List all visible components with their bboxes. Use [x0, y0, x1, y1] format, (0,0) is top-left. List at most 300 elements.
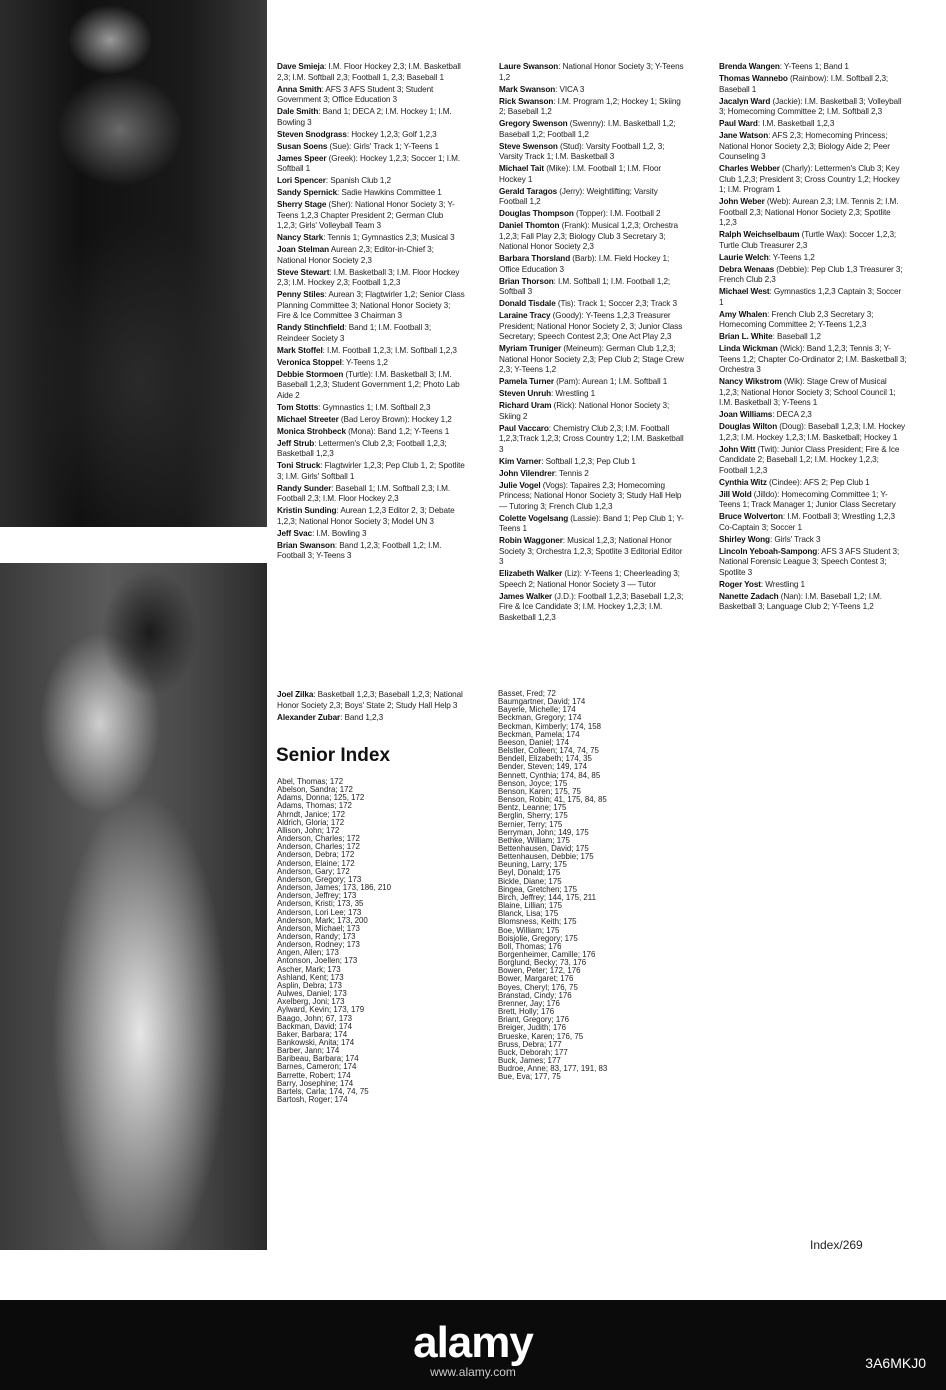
activity-entry [277, 439, 465, 460]
activity-entry [499, 277, 687, 298]
senior-index-right [498, 690, 698, 1082]
student-name: Jeff Strub [277, 438, 315, 448]
student-name: Roger Yost [719, 579, 761, 589]
student-activities: : I.M. Program 1,2; Hockey 1; Skiing 2; Baseball 1,2 [499, 96, 681, 116]
index-entry: Blanck, Lisa; 175 [498, 909, 559, 919]
student-activities: Aurean 2,3; Editor-in-Chief 3; National Honor Society 2,3 [277, 245, 434, 265]
activity-entry [277, 245, 465, 266]
student-activities: (Bad Leroy Brown): Hockey 1,2 [338, 414, 452, 424]
index-entry: Benson, Karen; 175, 75 [498, 786, 581, 796]
student-activities: : I.M. Bowling 3 [312, 528, 367, 538]
student-name: Steven Snodgrass [277, 129, 347, 139]
activity-entry [277, 358, 465, 369]
activity-entry [277, 690, 465, 711]
student-name: Joel Zilka [277, 690, 314, 699]
activity-entry [499, 254, 687, 275]
student-name: Brian L. White [719, 332, 773, 341]
activities-column-3 [719, 62, 907, 614]
activity-entry [277, 346, 465, 357]
index-entry: Ashland, Kent; 173 [277, 972, 344, 982]
index-entry: Anderson, Charles; 172 [277, 834, 360, 844]
activity-entry [277, 107, 465, 128]
activity-entry [499, 569, 687, 590]
student-activities: : Band 1; I.M. Football 3; Reindeer Society 3 [277, 323, 432, 343]
student-name: Brenda Wangen [719, 62, 780, 71]
student-name: Rick Swanson [499, 96, 554, 106]
index-entry: Boe, William; 175 [498, 925, 560, 935]
activity-entry [499, 401, 687, 422]
index-entry: Beyl, Donald; 175 [498, 868, 561, 878]
activity-entry [499, 142, 687, 163]
activity-entry [277, 403, 465, 414]
activity-entry [277, 461, 465, 482]
index-entry: Bettenhausen, Debbie; 175 [498, 852, 594, 862]
activity-entry [277, 415, 465, 426]
student-activities: : Flagtwirler 1,2,3; Pep Club 1, 2; Spotlite 3; I.M. Girls' Softball 1 [277, 461, 465, 481]
student-name: Michael Streeter [277, 414, 339, 424]
index-entry: Bernier, Terry; 175 [498, 819, 563, 829]
student-name: Alexander Zubar [277, 712, 341, 722]
activity-entry [499, 536, 687, 568]
student-activities: : Gymnastics 1,2,3 Captain 3; Soccer 1 [719, 287, 902, 307]
student-activities: (Jerry): Weightlifting; Varsity Football 1,2 [499, 186, 658, 206]
student-name: Susan Soens [277, 141, 328, 151]
student-activities: : Tennis 1; Gymnastics 2,3; Musical 3 [323, 233, 455, 242]
index-entry: Boisjolie, Gregory; 175 [498, 933, 578, 943]
index-entry: Anderson, Kristi; 173, 35 [277, 899, 364, 909]
activity-entry [499, 457, 687, 468]
activity-entry [499, 469, 687, 480]
activity-entry [719, 592, 907, 613]
activity-entry [499, 481, 687, 513]
student-name: Laraine Tracy [499, 311, 551, 320]
index-entry: Basset, Fred; 72 [498, 689, 556, 698]
student-name: Monica Strohbeck [277, 426, 346, 436]
student-activities: (Turtle Wax): Soccer 1,2,3; Turtle Club Treasurer 2,3 [719, 230, 897, 250]
index-entry: Axelberg, Joni; 173 [277, 997, 345, 1007]
index-entry: Allison, John; 172 [277, 825, 340, 835]
index-entry: Antonson, Joellen; 173 [277, 956, 358, 966]
student-activities: : I.M. Football 1,2,3; I.M. Softball 1,2,3 [322, 345, 457, 355]
index-entry: Budroe, Anne; 83, 177, 191, 83 [498, 1064, 608, 1074]
student-activities: : Wrestling 1 [551, 389, 596, 398]
student-name: Sherry Stage [277, 200, 327, 209]
activity-entry [719, 164, 907, 196]
activity-entry [499, 187, 687, 208]
index-entry: Buck, Deborah; 177 [498, 1047, 568, 1057]
activity-entry [719, 230, 907, 251]
index-entry: Bentz, Leanne; 175 [498, 803, 567, 813]
student-activities: : Chemistry Club 2,3; I.M. Football 1,2,3;Track 1,2,3; Cross Country 1,2; I.M. Basketball 3 [499, 423, 684, 454]
activity-entry [499, 97, 687, 118]
activity-entry [499, 164, 687, 185]
index-entry: Barrette, Robert; 174 [277, 1070, 351, 1080]
student-name: Colette Vogelsang [499, 513, 569, 523]
student-activities: (Stud): Varsity Football 1,2, 3; Varsity Track 1; I.M. Basketball 3 [499, 141, 665, 161]
student-name: Kristin Sunding [277, 506, 337, 515]
senior-index-left [277, 778, 477, 1104]
index-entry: Bartosh, Roger; 174 [277, 1095, 348, 1105]
index-entry: Baker, Barbara; 174 [277, 1029, 348, 1039]
activity-entry [277, 142, 465, 153]
student-name: Brian Swanson [277, 540, 335, 550]
activity-entry [499, 377, 687, 388]
index-entry: Berryman, John; 149, 175 [498, 827, 589, 837]
photo-students-top [0, 0, 267, 527]
index-entry: Baago, John; 67, 173 [277, 1013, 353, 1023]
student-activities: : Basketball 1,2,3; Baseball 1,2,3; National Honor Society 2,3; Boys' State 2; Study Hall Help 3 [277, 690, 463, 710]
student-name: Douglas Wilton [719, 422, 778, 431]
activity-entry [499, 424, 687, 456]
student-activities: : I.M. Football 3; Wrestling 1,2,3 Co-Captain 3; Soccer 1 [719, 512, 895, 532]
index-entry: Backman, David; 174 [277, 1021, 352, 1031]
index-entry: Beckman, Kimberly; 174, 158 [498, 721, 602, 731]
index-entry: Anderson, Gregory; 173 [277, 874, 362, 884]
student-name: John Vilendrer [499, 468, 555, 478]
student-name: Paul Ward [719, 119, 758, 128]
student-name: Jeff Svac [277, 528, 313, 538]
student-activities: : Baseball 1,2 [772, 332, 821, 341]
page-footer: Index/269 [810, 1238, 863, 1252]
activity-entry [499, 592, 687, 624]
index-entry: Baumgartner, David; 174 [498, 697, 586, 707]
index-entry: Bayerle, Michelle; 174 [498, 705, 576, 715]
activity-entry [277, 154, 465, 175]
student-activities: (Twit): Junior Class President; Fire & Ice Candidate 2; Baseball 1,2; I.M. Hockey 1,2,3; Football 1,2,3 [719, 444, 900, 475]
activity-entry [277, 130, 465, 141]
activity-entry [719, 445, 907, 477]
student-activities: (Jackie): I.M. Basketball 3; Volleyball 3; Homecoming Committee 2; I.M. Softball 2,3 [719, 96, 902, 116]
student-name: Anna Smith [277, 84, 322, 94]
index-entry: Adams, Thomas; 172 [277, 801, 352, 811]
activity-entry [719, 535, 907, 546]
index-entry: Bickle, Diane; 175 [498, 876, 562, 886]
student-name: Lori Spencer [277, 176, 326, 185]
index-entry: Bingea, Gretchen; 175 [498, 884, 577, 894]
index-entry: Anderson, James; 173, 186, 210 [277, 883, 392, 893]
activity-entry [499, 514, 687, 535]
student-activities: : National Honor Society 3; Y-Teens 1,2 [499, 62, 684, 82]
student-name: Jane Watson [719, 131, 769, 140]
student-activities: : Lettermen's Club 2,3; Football 1,2,3; Basketball 1,2,3 [277, 438, 447, 458]
student-name: Randy Sunder [277, 483, 332, 493]
activity-entry [277, 200, 465, 232]
student-name: Steve Swenson [499, 141, 558, 151]
index-entry: Boyes, Cheryl; 176, 75 [498, 982, 578, 992]
index-entry: Buck, James; 177 [498, 1056, 561, 1066]
student-name: Toni Struck [277, 461, 321, 470]
activity-entry [719, 310, 907, 331]
student-name: Charles Webber [719, 164, 780, 173]
student-activities: : Tennis 2 [554, 468, 589, 478]
index-entry: Bower, Margaret; 176 [498, 974, 574, 984]
student-activities: : I.M. Floor Hockey 2,3; I.M. Basketball 2,3; I.M. Softball 2,3; Football 1, 2,3; Baseball 1 [277, 62, 461, 82]
student-name: Steven Unruh [499, 389, 552, 398]
student-name: Cynthia Witz [719, 477, 767, 487]
activity-entry [719, 377, 907, 409]
activity-entry [719, 490, 907, 511]
student-name: Douglas Thompson [499, 209, 574, 218]
student-activities: : Wrestling 1 [760, 579, 805, 589]
student-name: Dale Smith [277, 107, 319, 116]
student-name: Mark Swanson [499, 84, 556, 94]
activity-entry [719, 131, 907, 163]
student-name: Daniel Thomton [499, 221, 560, 230]
student-activities: (Web): Aurean 2,3; I.M. Tennis 2; I.M. Football 2,3; National Honor Society 2,3; Spotlite 1,2,3 [719, 197, 899, 227]
student-name: Amy Whalen [719, 309, 768, 319]
activity-entry [277, 370, 465, 402]
student-name: Nancy Stark [277, 233, 324, 242]
student-activities: : AFS 3 AFS Student 3; National Forensic League 3; Speech Contest 3; Spotlite 3 [719, 546, 900, 577]
student-name: Joan Stelman [277, 245, 330, 254]
index-entry: Borgenheimer, Camille; 176 [498, 950, 596, 959]
student-name: Julie Vogel [499, 480, 541, 490]
student-name: John Weber [719, 197, 765, 206]
index-entry: Breiger, Judith; 176 [498, 1023, 566, 1033]
student-activities: : Band 1,2,3; Football 1,2; I.M. Football 3; Y-Teens 3 [277, 540, 442, 560]
index-entry: Abel, Thomas; 172 [277, 777, 344, 786]
student-activities: : Y-Teens 1,2 [768, 252, 815, 262]
activity-entry [499, 85, 687, 96]
student-name: Paul Vaccaro [499, 423, 549, 433]
activity-entry [277, 188, 465, 199]
activity-entry [499, 344, 687, 376]
index-entry: Anderson, Charles; 172 [277, 842, 360, 852]
activity-entry [499, 209, 687, 220]
student-activities: (Cindee): AFS 2; Pep Club 1 [766, 477, 870, 487]
student-activities: (Barb): I.M. Field Hockey 1; Office Education 3 [499, 254, 670, 274]
index-entry: Ascher, Mark; 173 [277, 964, 341, 974]
index-entry: Boll, Thomas; 176 [498, 941, 562, 951]
index-entry: Birch, Jeffrey; 144, 175, 211 [498, 892, 596, 902]
index-entry: Adams, Donna; 125, 172 [277, 793, 365, 803]
student-activities: (Jilldo): Homecoming Committee 1; Y-Teens 1; Track Manager 1; Junior Class Secretary [719, 489, 896, 509]
student-name: Veronica Stoppel [277, 357, 342, 367]
student-name: Donald Tisdale [499, 299, 556, 308]
index-entry: Anderson, Jeffrey; 173 [277, 891, 357, 901]
activity-entry [719, 74, 907, 95]
student-activities: (Greek): Hockey 1,2,3; Soccer 1; I.M. Softball 1 [277, 153, 461, 173]
student-activities: (J.D.): Football 1,2,3; Baseball 1,2,3; Fire & Ice Candidate 3; I.M. Hockey 1,2,3; I.M. Basketball 1,2,3 [499, 591, 684, 622]
student-name: Nanette Zadach [719, 591, 779, 601]
index-entry: Blaine, Lillian; 175 [498, 901, 563, 911]
activities-column-4 [277, 690, 465, 725]
student-name: Elizabeth Walker [499, 569, 563, 578]
index-entry: Berglin, Sherry; 175 [498, 811, 568, 821]
index-entry: Anderson, Mark; 173, 200 [277, 915, 368, 925]
index-entry: Ahrndt, Janice; 172 [277, 809, 345, 819]
activity-entry [499, 311, 687, 343]
student-name: Mark Stoffel [277, 345, 323, 355]
index-entry: Bowen, Peter; 172, 176 [498, 966, 581, 976]
student-name: Michael West [719, 287, 770, 296]
student-activities: (Topper): I.M. Football 2 [573, 209, 661, 218]
student-activities: (Nan): I.M. Baseball 1,2; I.M. Basketball 3; Language Club 2; Y-Teens 1,2 [719, 591, 882, 611]
index-entry: Bendell, Elizabeth; 174, 35 [498, 754, 592, 764]
student-activities: (Rick): National Honor Society 3; Skiing 2 [499, 401, 670, 421]
student-name: Linda Wickman [719, 344, 778, 353]
student-name: Thomas Wannebo [719, 74, 788, 83]
activity-entry [719, 265, 907, 286]
index-entry: Angen, Allen; 173 [277, 948, 339, 958]
watermark-site: www.alamy.com [430, 1365, 516, 1379]
activity-entry [277, 233, 465, 244]
student-activities: (Doug): Baseball 1,2,3; I.M. Hockey 1,2,3; I.M. Hockey 1,2,3; I.M. Basketball; Hockey 1 [719, 422, 906, 442]
index-entry: Branstad, Cindy; 176 [498, 990, 572, 1000]
student-name: Randy Stinchfield [277, 323, 345, 332]
activity-entry [719, 580, 907, 591]
activity-entry [499, 221, 687, 253]
index-entry: Bartels, Carla; 174, 74, 75 [277, 1086, 369, 1096]
student-name: Brian Thorson [499, 276, 554, 286]
index-entry: Abelson, Sandra; 172 [277, 785, 353, 795]
index-entry: Bettenhausen, David; 175 [498, 843, 589, 853]
index-entry: Anderson, Lori Lee; 173 [277, 907, 362, 917]
student-activities: (Turtle): I.M. Basketball 3; I.M. Baseball 1,2,3; Student Government 1,2; Photo Lab Aide 2 [277, 369, 460, 400]
student-name: Debra Wenaas [719, 264, 775, 274]
student-activities: : VICA 3 [555, 84, 585, 94]
student-activities: : Sadie Hawkins Committee 1 [337, 188, 442, 197]
activity-entry [719, 197, 907, 229]
activity-entry [719, 62, 907, 73]
student-activities: (Lassie): Band 1; Pep Club 1; Y-Teens 1 [499, 513, 684, 533]
activities-column-1 [277, 62, 465, 563]
student-name: Richard Uram [499, 401, 552, 410]
index-entry: Aylward, Kevin; 173, 179 [277, 1005, 365, 1015]
student-activities: (Mike): I.M. Football 1; I.M. Floor Hockey 1 [499, 164, 662, 184]
student-name: Dave Smieja [277, 62, 325, 71]
student-activities: (Sue): Girls' Track 1; Y-Teens 1 [327, 141, 439, 151]
student-name: Steve Stewart [277, 267, 330, 277]
student-activities: : Gymnastics 1; I.M. Softball 2,3 [318, 402, 431, 412]
student-activities: : Spanish Club 1,2 [325, 176, 391, 185]
student-activities: (Vogs): Tapaires 2,3; Homecoming Princess; National Honor Society 3; Study Hall Help — Tutoring 3; French Club 1,2,3 [499, 480, 682, 511]
student-name: James Walker [499, 591, 553, 601]
student-activities: (Pam): Aurean 1; I.M. Softball 1 [553, 377, 668, 386]
student-name: Michael Tait [499, 164, 545, 173]
student-activities: (Tis): Track 1; Soccer 2,3; Track 3 [555, 299, 677, 308]
index-entry: Bankowski, Anita; 174 [277, 1038, 355, 1047]
activity-entry [719, 547, 907, 579]
student-activities: : I.M. Softball 1; I.M. Football 1,2; Softball 3 [499, 276, 671, 296]
student-name: Myriam Truniger [499, 344, 562, 353]
student-activities: (Charly): Lettermen's Club 3; Key Club 1,2,3; President 3; Cross Country 1,2; Hockey 1; I.M. Program 1 [719, 164, 900, 194]
activity-entry [277, 529, 465, 540]
student-activities: : Musical 1,2,3; National Honor Society 3; Orchestra 1,2,3; Spotlite 3 Editorial Editor 3 [499, 536, 683, 566]
index-entry: Baribeau, Barbara; 174 [277, 1054, 359, 1064]
activity-entry [277, 484, 465, 505]
student-activities: (Wik): Stage Crew of Musical 1,2,3; National Honor Society 3; School Council 1; I.M. Basketball 3; Y-Teens 1 [719, 377, 896, 407]
activity-entry [277, 541, 465, 562]
watermark-image-id: 3A6MKJ0 [865, 1355, 926, 1371]
index-entry: Anderson, Michael; 173 [277, 923, 360, 933]
index-entry: Bethke, William; 175 [498, 835, 570, 845]
student-activities: : Girls' Track 3 [769, 534, 821, 544]
student-name: Tom Stotts [277, 402, 319, 412]
activity-entry [499, 62, 687, 83]
student-activities: : Y-Teens 1; Band 1 [779, 62, 849, 71]
student-name: Pamela Turner [499, 377, 554, 386]
student-activities: : Band 1; DECA 2; I.M. Hockey 1; I.M. Bowling 3 [277, 107, 452, 127]
activities-column-2 [499, 62, 687, 625]
student-name: Ralph Weichselbaum [719, 230, 800, 239]
student-name: Bruce Wolverton [719, 512, 783, 521]
student-activities: : Y-Teens 1,2 [341, 357, 388, 367]
activity-entry [277, 268, 465, 289]
student-name: Joan Williams [719, 410, 773, 419]
student-name: Gerald Taragos [499, 186, 558, 196]
student-name: Sandy Spernick [277, 188, 338, 197]
index-entry: Bruss, Debra; 177 [498, 1039, 562, 1049]
student-name: Jill Wold [719, 489, 752, 499]
student-activities: : Baseball 1; I.M. Softball 2,3; I.M. Football 2,3; I.M. Floor Hockey 2,3 [277, 483, 451, 503]
activity-entry [719, 119, 907, 130]
activity-entry [719, 512, 907, 533]
activity-entry [719, 422, 907, 443]
activity-entry [277, 713, 465, 724]
activity-entry [277, 323, 465, 344]
student-name: Nancy Wikstrom [719, 377, 782, 386]
student-activities: (Mona): Band 1,2; Y-Teens 1 [345, 426, 450, 436]
activity-entry [719, 97, 907, 118]
student-name: Penny Stiles [277, 290, 325, 299]
index-entry: Bender, Steven; 149, 174 [498, 762, 588, 772]
index-entry: Barber, Jann; 174 [277, 1046, 340, 1056]
index-entry: Brueske, Karen; 176, 75 [498, 1031, 584, 1041]
index-entry: Benson, Robin; 41, 175, 84, 85 [498, 795, 607, 805]
photo-dancing-couple [0, 563, 267, 1250]
activity-entry [277, 506, 465, 527]
student-activities: : Band 1,2,3 [340, 712, 384, 722]
index-entry: Barnes, Cameron; 174 [277, 1062, 357, 1072]
index-entry: Beeson, Daniel; 174 [498, 737, 570, 747]
activity-entry [719, 478, 907, 489]
activity-entry [277, 427, 465, 438]
index-entry: Belstler, Colleen; 174, 74, 75 [498, 746, 599, 756]
student-activities: (Rainbow): I.M. Softball 2,3; Baseball 1 [719, 74, 889, 94]
student-activities: (Sher): National Honor Society 3; Y-Teens 1,2,3 Chapter President 2; German Club 1,2,3; Girls' Volleyball Team 3 [277, 200, 455, 230]
activity-entry [277, 290, 465, 322]
activity-entry [277, 62, 465, 83]
index-entry: Anderson, Gary; 172 [277, 866, 350, 876]
index-entry: Beuning, Larry; 175 [498, 860, 567, 870]
index-entry: Anderson, Randy; 173 [277, 931, 356, 941]
activity-entry [719, 253, 907, 264]
student-activities: : I.M. Basketball 3; I.M. Floor Hockey 2,3; I.M. Hockey 2,3; Football 1,2,3 [277, 267, 460, 287]
index-entry: Barry, Josephine; 174 [277, 1078, 354, 1088]
student-activities: : Aurean 1,2,3 Editor 2, 3; Debate 1,2,3; National Honor Society 3; Model UN 3 [277, 506, 455, 526]
student-name: Laurie Welch [719, 252, 769, 262]
student-activities: (Swenny): I.M. Basketball 1,2; Baseball 1,2; Football 1,2 [499, 119, 676, 139]
index-entry: Brenner, Jay; 176 [498, 998, 560, 1008]
index-entry: Beckman, Pamela; 174 [498, 729, 580, 739]
index-entry: Borglund, Becky; 73, 176 [498, 958, 587, 968]
student-activities: (Frank): Musical 1,2,3; Orchestra 1,2,3; Fall Play 2,3; Biology Club 3 Secretary 3; National Honor Society 2,3 [499, 221, 679, 251]
student-activities: : Hockey 1,2,3; Golf 1,2,3 [346, 129, 437, 139]
index-entry: Aulwes, Daniel; 173 [277, 989, 347, 999]
student-activities: : French Club 2,3 Secretary 3; Homecoming Committee 2; Y-Teens 1,2,3 [719, 309, 874, 329]
activity-entry [719, 332, 907, 343]
index-entry: Asplin, Debra; 173 [277, 980, 342, 990]
activity-entry [499, 389, 687, 400]
index-entry: Bennett, Cynthia; 174, 84, 85 [498, 770, 601, 780]
student-name: Laure Swanson [499, 62, 559, 71]
index-entry: Benson, Joyce; 175 [498, 778, 568, 788]
activity-entry [499, 119, 687, 140]
watermark-logo: alamy [413, 1318, 533, 1367]
index-entry: Bue, Eva; 177, 75 [498, 1072, 561, 1082]
student-activities: : AFS 2,3; Homecoming Princess; National Honor Society 2,3; Biology Aide 2; Peer Counseling 3 [719, 131, 890, 161]
